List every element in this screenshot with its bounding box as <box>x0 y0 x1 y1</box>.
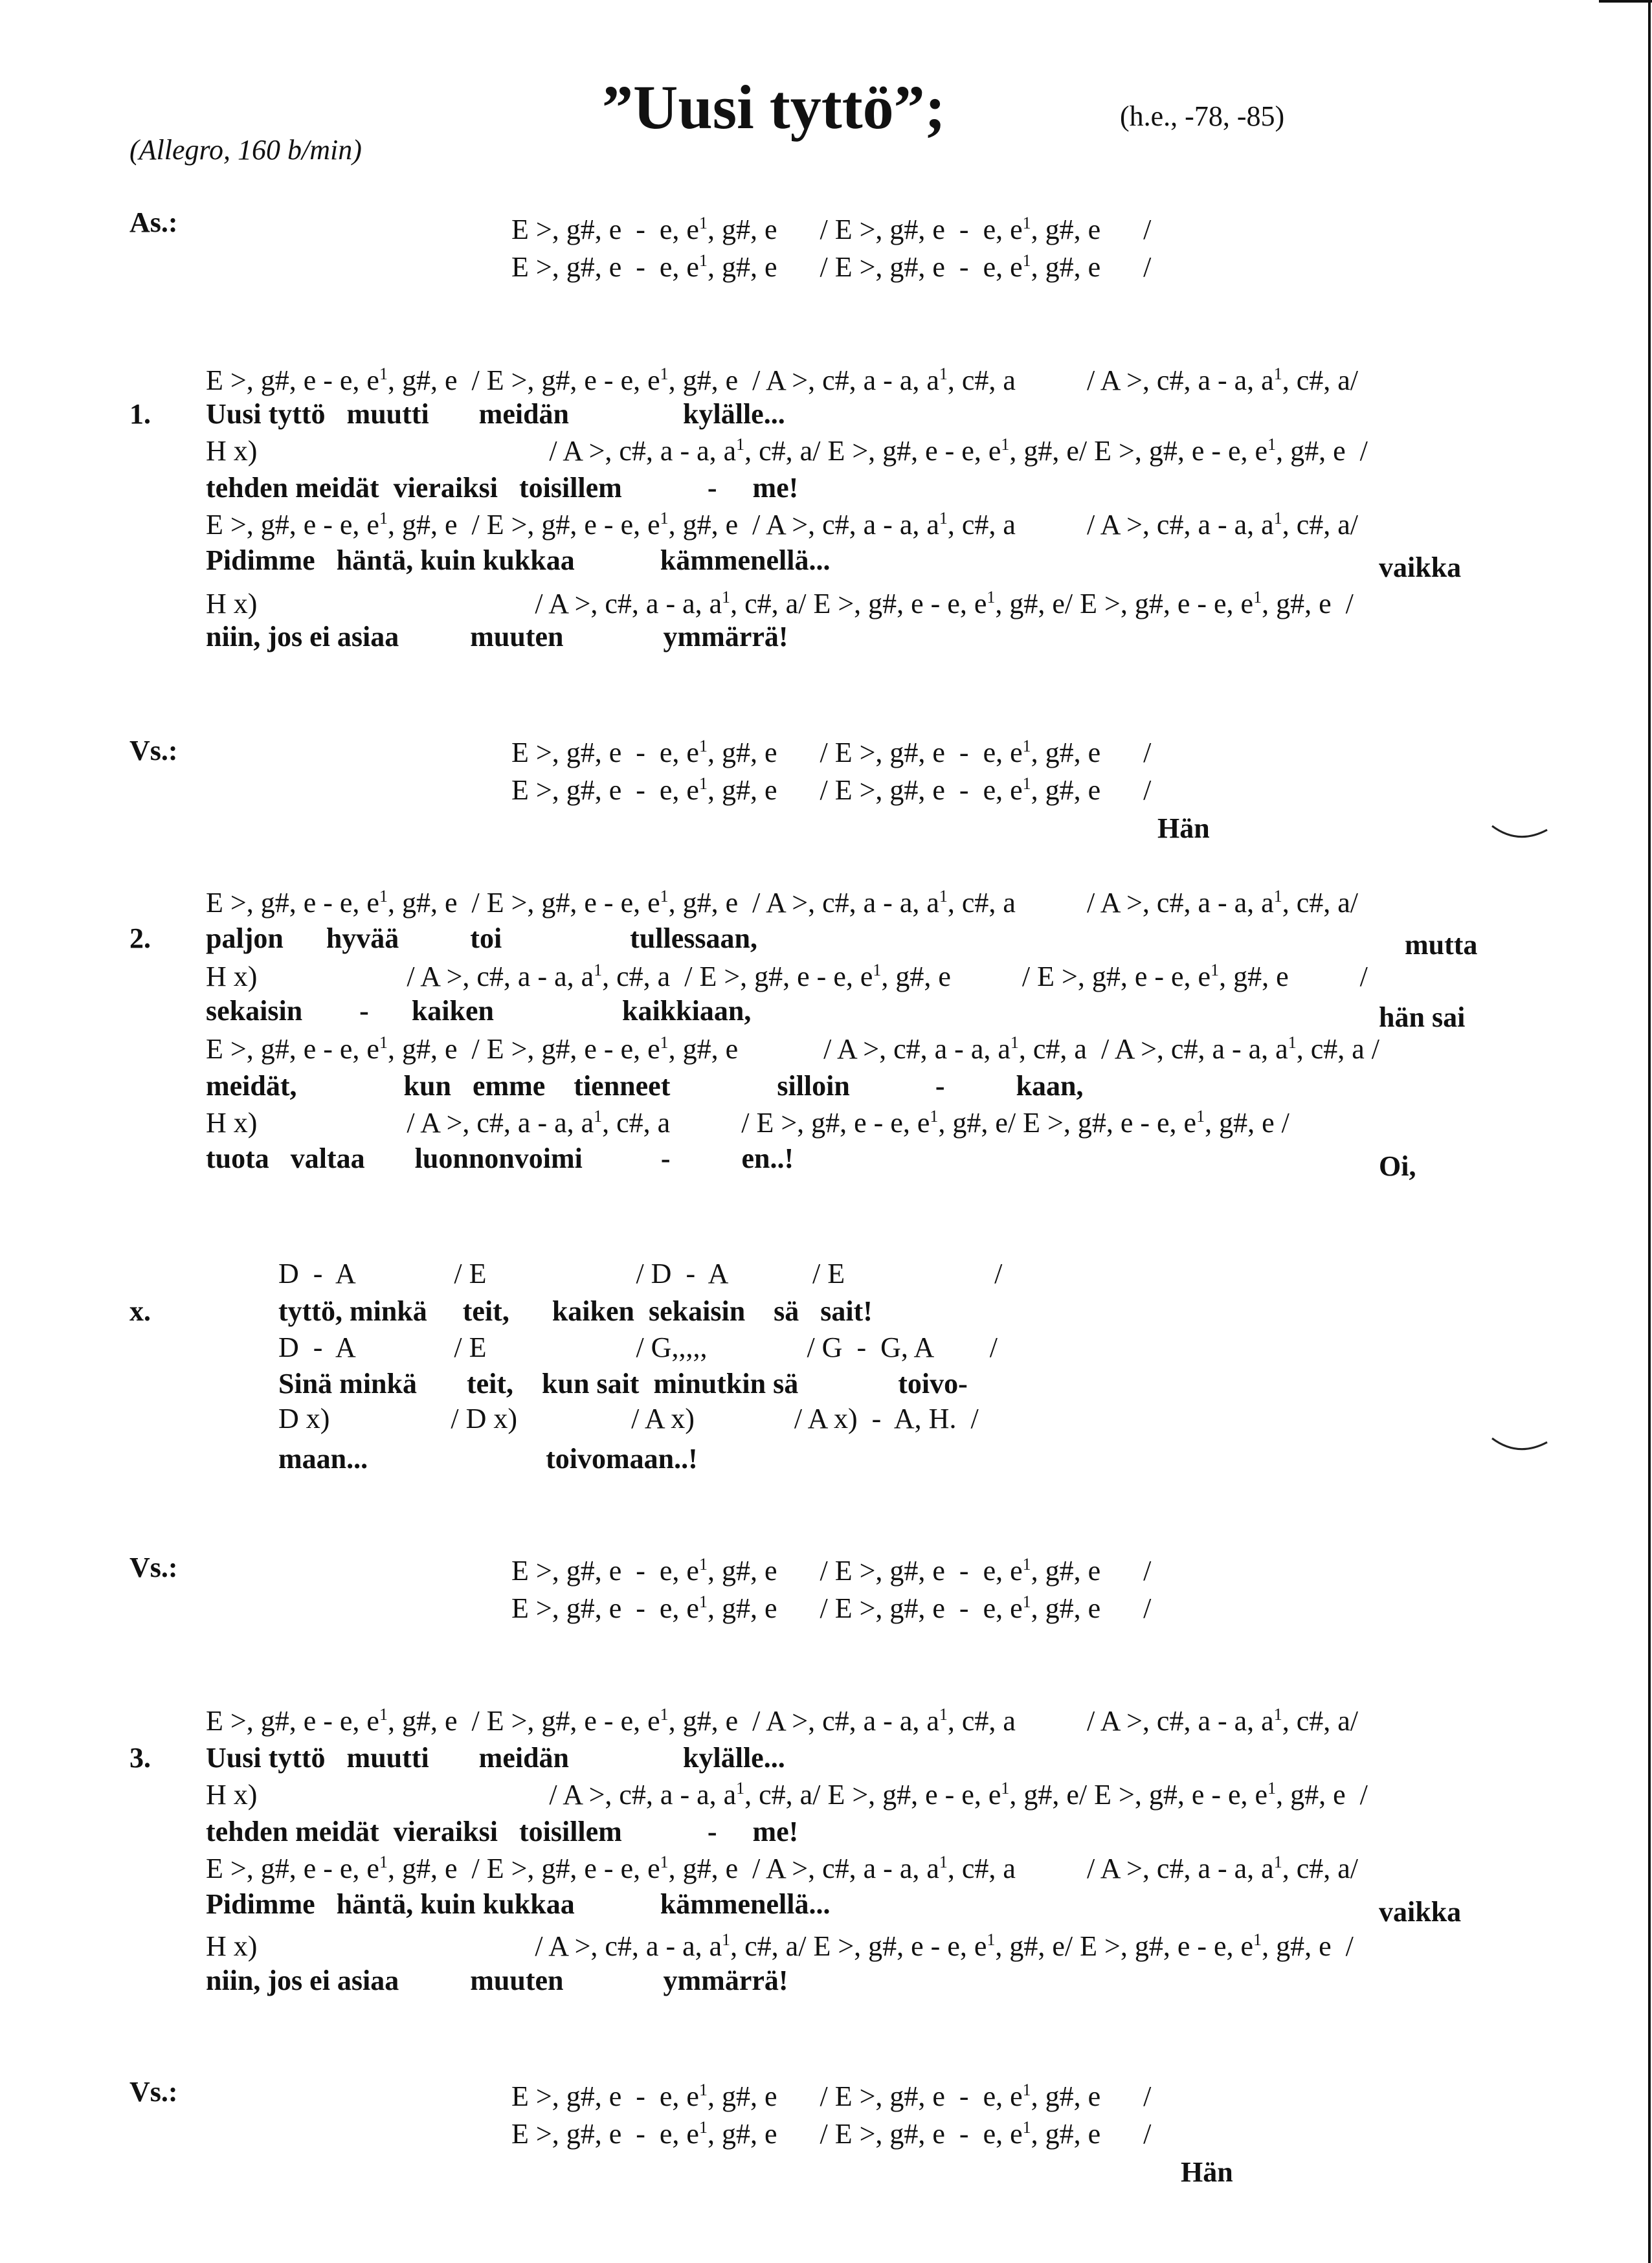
chord-text: , c#, a/ <box>1282 364 1358 396</box>
octave-superscript: 1 <box>660 887 669 906</box>
octave-superscript: 1 <box>1253 588 1262 607</box>
chord-text: E >, g#, e - e, e <box>511 2118 699 2150</box>
chord-text: , g#, e / E >, g#, e - e, e <box>707 1555 1023 1587</box>
chord-text: , g#, e/ E >, g#, e - e, e <box>1009 435 1268 467</box>
verse2-lyric-2-end: hän sai <box>1379 1001 1466 1033</box>
chord-text: , g#, e / <box>1031 2118 1152 2150</box>
octave-superscript: 1 <box>930 1107 939 1126</box>
verse2-lyric-2: sekaisin - kaiken kaikkiaan, <box>206 995 752 1027</box>
chord-text: , g#, e / E >, g#, e - e, e <box>707 251 1023 283</box>
chord-text: , g#, e / A >, c#, a - a, a <box>668 1705 939 1737</box>
verse3-chords-1 <box>206 1706 1358 1735</box>
chorus-lyric-1: tyttö, minkä teit, kaiken sekaisin sä sait! <box>278 1295 873 1327</box>
chord-text: , c#, a/ <box>1282 1853 1358 1884</box>
chord-text: , g#, e / E >, g#, e - e, e <box>707 214 1023 245</box>
chord-text: , g#, e / <box>1276 1779 1368 1811</box>
octave-superscript: 1 <box>1022 2118 1031 2137</box>
chord-text: , c#, a / A >, c#, a - a, a <box>947 887 1274 919</box>
interlude1-chords-1 <box>511 738 1151 767</box>
octave-superscript: 1 <box>698 774 708 793</box>
scan-edge-top <box>1599 0 1652 3</box>
octave-superscript: 1 <box>379 1033 388 1052</box>
chord-text: , g#, e / <box>1031 774 1152 806</box>
chord-text: , c#, a / A >, c#, a - a, a <box>947 509 1274 541</box>
intro-chords-2 <box>511 252 1151 282</box>
verse1-chords-2 <box>206 436 1368 465</box>
octave-superscript: 1 <box>698 214 708 232</box>
chord-text: , g#, e / A >, c#, a - a, a <box>668 887 939 919</box>
chord-text: , g#, e / E >, g#, e - e, e <box>707 2118 1023 2150</box>
octave-superscript: 1 <box>1273 1705 1282 1724</box>
octave-superscript: 1 <box>698 1555 708 1574</box>
verse1-lyric-3-end: vaikka <box>1379 552 1462 583</box>
interlude2-chords-1 <box>511 1556 1151 1585</box>
octave-superscript: 1 <box>939 1705 948 1724</box>
octave-superscript: 1 <box>987 588 996 607</box>
chord-text: , g#, e / E >, g#, e - e, e <box>387 1853 660 1884</box>
octave-superscript: 1 <box>1022 737 1031 755</box>
chord-text: , g#, e/ E >, g#, e - e, e <box>1009 1779 1268 1811</box>
octave-superscript: 1 <box>939 1853 948 1871</box>
chord-text: E >, g#, e - e, e <box>206 509 379 541</box>
chord-text: , g#, e / E >, g#, e - e, e <box>707 1592 1023 1624</box>
chord-text: , g#, e / E >, g#, e - e, e <box>387 509 660 541</box>
octave-superscript: 1 <box>660 1033 669 1052</box>
chord-text: , c#, a / A >, c#, a - a, a <box>1018 1033 1288 1065</box>
verse2-chords-3 <box>206 1034 1379 1064</box>
verse2-chords-1 <box>206 888 1358 917</box>
chord-text: , c#, a/ E >, g#, e - e, e <box>744 435 1001 467</box>
verse1-lyric-4: niin, jos ei asiaa muuten ymmärrä! <box>206 621 788 652</box>
chord-text: , g#, e / <box>1031 1592 1152 1624</box>
song-title: ”Uusi tyttö”; <box>602 72 946 142</box>
chord-text: , g#, e / <box>1276 435 1368 467</box>
song-dates: (h.e., -78, -85) <box>1120 100 1285 132</box>
chord-text: , g#, e / A >, c#, a - a, a <box>668 1853 939 1884</box>
chord-text: , g#, e / <box>1031 251 1152 283</box>
octave-superscript: 1 <box>1253 1930 1262 1949</box>
chord-text: H x) / A >, c#, a - a, a <box>206 435 737 467</box>
octave-superscript: 1 <box>379 1705 388 1724</box>
octave-superscript: 1 <box>379 509 388 528</box>
octave-superscript: 1 <box>939 364 948 383</box>
intro-chords-1 <box>511 215 1151 244</box>
chord-text: , g#, e / E >, g#, e - e, e <box>387 1033 660 1065</box>
octave-superscript: 1 <box>1273 364 1282 383</box>
octave-superscript: 1 <box>698 2080 708 2099</box>
octave-superscript: 1 <box>1022 2080 1031 2099</box>
octave-superscript: 1 <box>722 1930 731 1949</box>
chord-text: , g#, e / A >, c#, a - a, a <box>668 364 939 396</box>
octave-superscript: 1 <box>1267 435 1277 454</box>
interlude3-chords-2 <box>511 2119 1151 2148</box>
chord-text: E >, g#, e - e, e <box>511 214 699 245</box>
octave-superscript: 1 <box>698 2118 708 2137</box>
chord-text: E >, g#, e - e, e <box>206 887 379 919</box>
octave-superscript: 1 <box>379 364 388 383</box>
chord-text: , g#, e/ E >, g#, e - e, e <box>995 588 1254 619</box>
chord-text: E >, g#, e - e, e <box>206 1033 379 1065</box>
chord-text: , c#, a/ <box>1282 509 1358 541</box>
verse3-lyric-1: Uusi tyttö muutti meidän kylälle... <box>206 1742 785 1774</box>
chorus-chords-3: D x) / D x) / A x) / A x) - A, H. / <box>278 1403 979 1434</box>
chord-text: E >, g#, e - e, e <box>511 1555 699 1587</box>
verse3-lyric-3-end: vaikka <box>1379 1896 1462 1928</box>
chord-text: H x) / A >, c#, a - a, a <box>206 961 594 992</box>
verse3-lyric-4: niin, jos ei asiaa muuten ymmärrä! <box>206 1965 788 1996</box>
chord-text: , g#, e / <box>1031 737 1152 768</box>
octave-superscript: 1 <box>1273 887 1282 906</box>
chord-text: , g#, e / E >, g#, e - e, e <box>881 961 1211 992</box>
verse3-chords-4 <box>206 1932 1354 1961</box>
octave-superscript: 1 <box>1022 1592 1031 1611</box>
verse1-lyric-3: Pidimme häntä, kuin kukkaa kämmenellä... <box>206 544 831 576</box>
octave-superscript: 1 <box>698 1592 708 1611</box>
page-margin-mark <box>1489 821 1554 847</box>
chord-text: , g#, e / <box>1219 961 1368 992</box>
interlude3-chords-1 <box>511 2082 1151 2111</box>
chorus-lyric-2: Sinä minkä teit, kun sait minutkin sä toivo- <box>278 1368 968 1399</box>
chord-text: E >, g#, e - e, e <box>511 251 699 283</box>
octave-superscript: 1 <box>1010 1033 1019 1052</box>
chord-text: , g#, e / <box>1031 2080 1152 2112</box>
chorus-label: x. <box>129 1295 151 1327</box>
intro-label: As.: <box>129 206 178 238</box>
verse2-lyric-3: meidät, kun emme tienneet silloin - kaan, <box>206 1070 1084 1102</box>
octave-superscript: 1 <box>698 737 708 755</box>
verse3-number: 3. <box>129 1742 151 1774</box>
octave-superscript: 1 <box>660 1853 669 1871</box>
octave-superscript: 1 <box>1022 774 1031 793</box>
chorus-chords-1: D - A / E / D - A / E / <box>278 1258 1003 1289</box>
verse2-chords-4 <box>206 1108 1289 1137</box>
verse1-number: 1. <box>129 398 151 430</box>
chord-text: , g#, e / <box>1205 1107 1289 1139</box>
scan-edge-right <box>1648 0 1651 2263</box>
verse2-chords-2 <box>206 962 1368 991</box>
verse1-chords-3 <box>206 510 1358 539</box>
chord-text: , c#, a/ E >, g#, e - e, e <box>730 1930 987 1962</box>
octave-superscript: 1 <box>939 509 948 528</box>
verse2-lyric-4: tuota valtaa luonnonvoimi - en..! <box>206 1143 794 1174</box>
verse2-lyric-4-end: Oi, <box>1379 1150 1416 1182</box>
octave-superscript: 1 <box>1211 961 1220 979</box>
octave-superscript: 1 <box>660 509 669 528</box>
octave-superscript: 1 <box>379 1853 388 1871</box>
verse1-chords-4 <box>206 589 1354 618</box>
chord-text: , g#, e/ E >, g#, e - e, e <box>938 1107 1197 1139</box>
octave-superscript: 1 <box>1001 435 1010 454</box>
octave-superscript: 1 <box>736 1779 745 1798</box>
octave-superscript: 1 <box>939 887 948 906</box>
chord-text: H x) / A >, c#, a - a, a <box>206 1107 594 1139</box>
chord-text: , c#, a / A >, c#, a - a, a <box>947 364 1274 396</box>
interlude2-chords-2 <box>511 1594 1151 1623</box>
verse2-number: 2. <box>129 922 151 954</box>
octave-superscript: 1 <box>1273 1853 1282 1871</box>
chord-text: , g#, e / A >, c#, a - a, a <box>668 509 939 541</box>
octave-superscript: 1 <box>987 1930 996 1949</box>
chord-text: , g#, e / <box>1031 1555 1152 1587</box>
chord-text: E >, g#, e - e, e <box>206 1705 379 1737</box>
chord-text: E >, g#, e - e, e <box>511 774 699 806</box>
verse2-lyric-1: paljon hyvää toi tullessaan, <box>206 922 757 954</box>
interlude1-chords-2 <box>511 775 1151 805</box>
chord-text: , c#, a/ <box>1282 887 1358 919</box>
interlude3-label: Vs.: <box>129 2076 178 2108</box>
chord-text: , c#, a/ E >, g#, e - e, e <box>744 1779 1001 1811</box>
chord-text: , g#, e/ E >, g#, e - e, e <box>995 1930 1254 1962</box>
page-margin-mark <box>1489 1433 1554 1459</box>
octave-superscript: 1 <box>660 364 669 383</box>
chord-text: , c#, a/ E >, g#, e - e, e <box>730 588 987 619</box>
interlude3-pickup: Hän <box>1181 2156 1233 2188</box>
chord-text: , g#, e / E >, g#, e - e, e <box>387 1705 660 1737</box>
octave-superscript: 1 <box>1022 1555 1031 1574</box>
octave-superscript: 1 <box>1273 509 1282 528</box>
octave-superscript: 1 <box>660 1705 669 1724</box>
interlude1-label: Vs.: <box>129 735 178 766</box>
chord-text: , g#, e / <box>1262 588 1354 619</box>
verse3-lyric-3: Pidimme häntä, kuin kukkaa kämmenellä... <box>206 1888 831 1920</box>
octave-superscript: 1 <box>1022 251 1031 270</box>
chord-text: E >, g#, e - e, e <box>511 1592 699 1624</box>
chord-text: , g#, e / <box>1262 1930 1354 1962</box>
verse1-lyric-1: Uusi tyttö muutti meidän kylälle... <box>206 398 785 430</box>
chord-text: , c#, a / E >, g#, e - e, e <box>602 1107 930 1139</box>
verse1-lyric-2: tehden meidät vieraiksi toisillem - me! <box>206 472 799 504</box>
chord-text: , g#, e / E >, g#, e - e, e <box>707 2080 1023 2112</box>
chord-text: H x) / A >, c#, a - a, a <box>206 1779 737 1811</box>
chorus-chords-2: D - A / E / G,,,,, / G - G, A / <box>278 1332 998 1363</box>
chord-text: , c#, a / A >, c#, a - a, a <box>947 1705 1274 1737</box>
chord-text: , c#, a / <box>1296 1033 1379 1065</box>
chord-text: , c#, a / E >, g#, e - e, e <box>602 961 873 992</box>
chord-text: , g#, e / E >, g#, e - e, e <box>387 364 660 396</box>
octave-superscript: 1 <box>722 588 731 607</box>
chorus-lyric-3: maan... toivomaan..! <box>278 1443 698 1475</box>
chord-text: , g#, e / A >, c#, a - a, a <box>668 1033 1010 1065</box>
chord-text: , g#, e / E >, g#, e - e, e <box>707 737 1023 768</box>
octave-superscript: 1 <box>873 961 882 979</box>
chord-text: , g#, e / E >, g#, e - e, e <box>707 774 1023 806</box>
chord-text: E >, g#, e - e, e <box>206 1853 379 1884</box>
octave-superscript: 1 <box>1288 1033 1297 1052</box>
verse3-chords-3 <box>206 1854 1358 1883</box>
chord-text: H x) / A >, c#, a - a, a <box>206 1930 722 1962</box>
verse3-chords-2 <box>206 1780 1368 1809</box>
chord-text: , g#, e / <box>1031 214 1152 245</box>
octave-superscript: 1 <box>594 961 603 979</box>
octave-superscript: 1 <box>698 251 708 270</box>
interlude1-pickup: Hän <box>1157 812 1210 844</box>
octave-superscript: 1 <box>736 435 745 454</box>
tempo-marking: (Allegro, 160 b/min) <box>129 134 362 166</box>
octave-superscript: 1 <box>594 1107 603 1126</box>
octave-superscript: 1 <box>379 887 388 906</box>
chord-text: , g#, e / E >, g#, e - e, e <box>387 887 660 919</box>
chord-text: , c#, a / A >, c#, a - a, a <box>947 1853 1274 1884</box>
octave-superscript: 1 <box>1001 1779 1010 1798</box>
octave-superscript: 1 <box>1022 214 1031 232</box>
octave-superscript: 1 <box>1196 1107 1205 1126</box>
chord-text: , c#, a/ <box>1282 1705 1358 1737</box>
interlude2-label: Vs.: <box>129 1552 178 1583</box>
chord-text: E >, g#, e - e, e <box>511 2080 699 2112</box>
verse3-lyric-2: tehden meidät vieraiksi toisillem - me! <box>206 1816 799 1847</box>
chord-text: E >, g#, e - e, e <box>511 737 699 768</box>
chord-text: E >, g#, e - e, e <box>206 364 379 396</box>
verse2-lyric-1-end: mutta <box>1405 929 1478 961</box>
chord-text: H x) / A >, c#, a - a, a <box>206 588 722 619</box>
verse1-chords-1 <box>206 366 1358 395</box>
octave-superscript: 1 <box>1267 1779 1277 1798</box>
